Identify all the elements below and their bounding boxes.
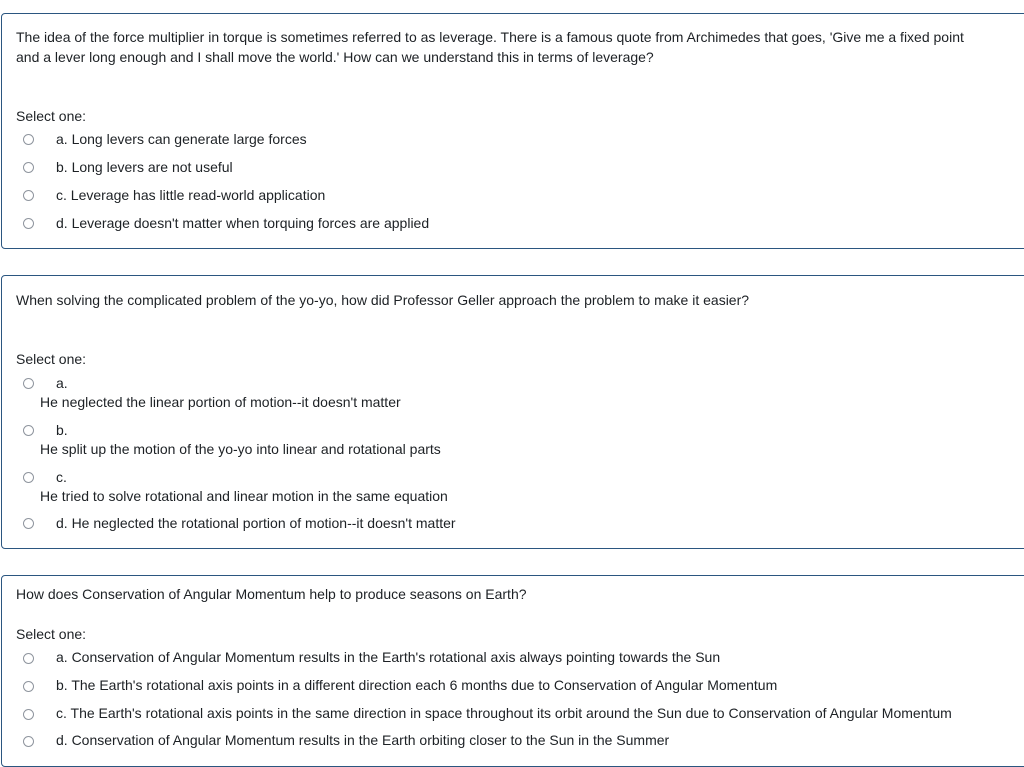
radio-button[interactable] (23, 681, 34, 692)
option-label[interactable]: He tried to solve rotational and linear motion in the same equation (40, 488, 448, 504)
radio-button[interactable] (23, 518, 34, 529)
answer-option-d[interactable] (2, 213, 1024, 241)
answer-option-a[interactable] (2, 373, 1024, 417)
radio-button[interactable] (23, 218, 34, 229)
radio-button[interactable] (23, 653, 34, 664)
option-label[interactable]: a. Long levers can generate large forces (56, 131, 307, 147)
radio-button[interactable] (23, 162, 34, 173)
radio-button[interactable] (23, 736, 34, 747)
question-card-2 (1, 275, 1024, 549)
select-one-prompt: Select one: (16, 108, 87, 124)
option-label[interactable]: d. Leverage doesn't matter when torquing forces are applied (56, 215, 430, 231)
radio-button[interactable] (23, 709, 34, 720)
answer-option-d[interactable] (2, 513, 1024, 541)
option-label[interactable]: d. Conservation of Angular Momentum results in the Earth orbiting closer to the Sun in the Summer (56, 732, 670, 748)
answer-option-c[interactable] (2, 703, 1024, 731)
radio-button[interactable] (23, 190, 34, 201)
option-letter[interactable]: b. (56, 422, 68, 438)
radio-button[interactable] (23, 472, 34, 483)
option-label[interactable]: He neglected the linear portion of motion--it doesn't matter (40, 394, 401, 410)
answer-option-a[interactable] (2, 129, 1024, 157)
option-letter[interactable]: a. (56, 375, 68, 391)
question-text: How does Conservation of Angular Momentum help to produce seasons on Earth? (16, 586, 527, 602)
radio-button[interactable] (23, 425, 34, 436)
option-label[interactable]: c. The Earth's rotational axis points in the same direction in space throughout its orbit around the Sun due to Conservation of Angular Momentum (56, 705, 952, 721)
answer-option-b[interactable] (2, 420, 1024, 464)
radio-button[interactable] (23, 378, 34, 389)
option-label[interactable]: b. The Earth's rotational axis points in a different direction each 6 months due to Conservation of Angular Momentum (56, 677, 778, 693)
select-one-prompt: Select one: (16, 351, 87, 367)
radio-button[interactable] (23, 134, 34, 145)
option-letter[interactable]: c. (56, 469, 67, 485)
question-text: The idea of the force multiplier in torque is sometimes referred to as leverage. There is a famous quote from Archimedes that goes, 'Give me a fixed point and a lever long enough and I shall move the world.' How can we understand this in terms of leverage? (16, 29, 964, 65)
option-label[interactable]: c. Leverage has little read-world application (56, 187, 326, 203)
question-card-1 (1, 13, 1024, 249)
answer-option-c[interactable] (2, 185, 1024, 213)
answer-option-d[interactable] (2, 730, 1024, 758)
option-label[interactable]: d. He neglected the rotational portion of motion--it doesn't matter (56, 515, 456, 531)
select-one-prompt: Select one: (16, 626, 87, 642)
option-label[interactable]: a. Conservation of Angular Momentum results in the Earth's rotational axis always pointing towards the Sun (56, 649, 721, 665)
answer-option-b[interactable] (2, 157, 1024, 185)
option-label[interactable]: b. Long levers are not useful (56, 159, 233, 175)
answer-option-a[interactable] (2, 647, 1024, 675)
option-label[interactable]: He split up the motion of the yo-yo into linear and rotational parts (40, 441, 441, 457)
answer-option-c[interactable] (2, 467, 1024, 511)
answer-option-b[interactable] (2, 675, 1024, 703)
question-text: When solving the complicated problem of the yo-yo, how did Professor Geller approach the problem to make it easier? (16, 292, 750, 308)
question-card-3 (1, 575, 1024, 767)
